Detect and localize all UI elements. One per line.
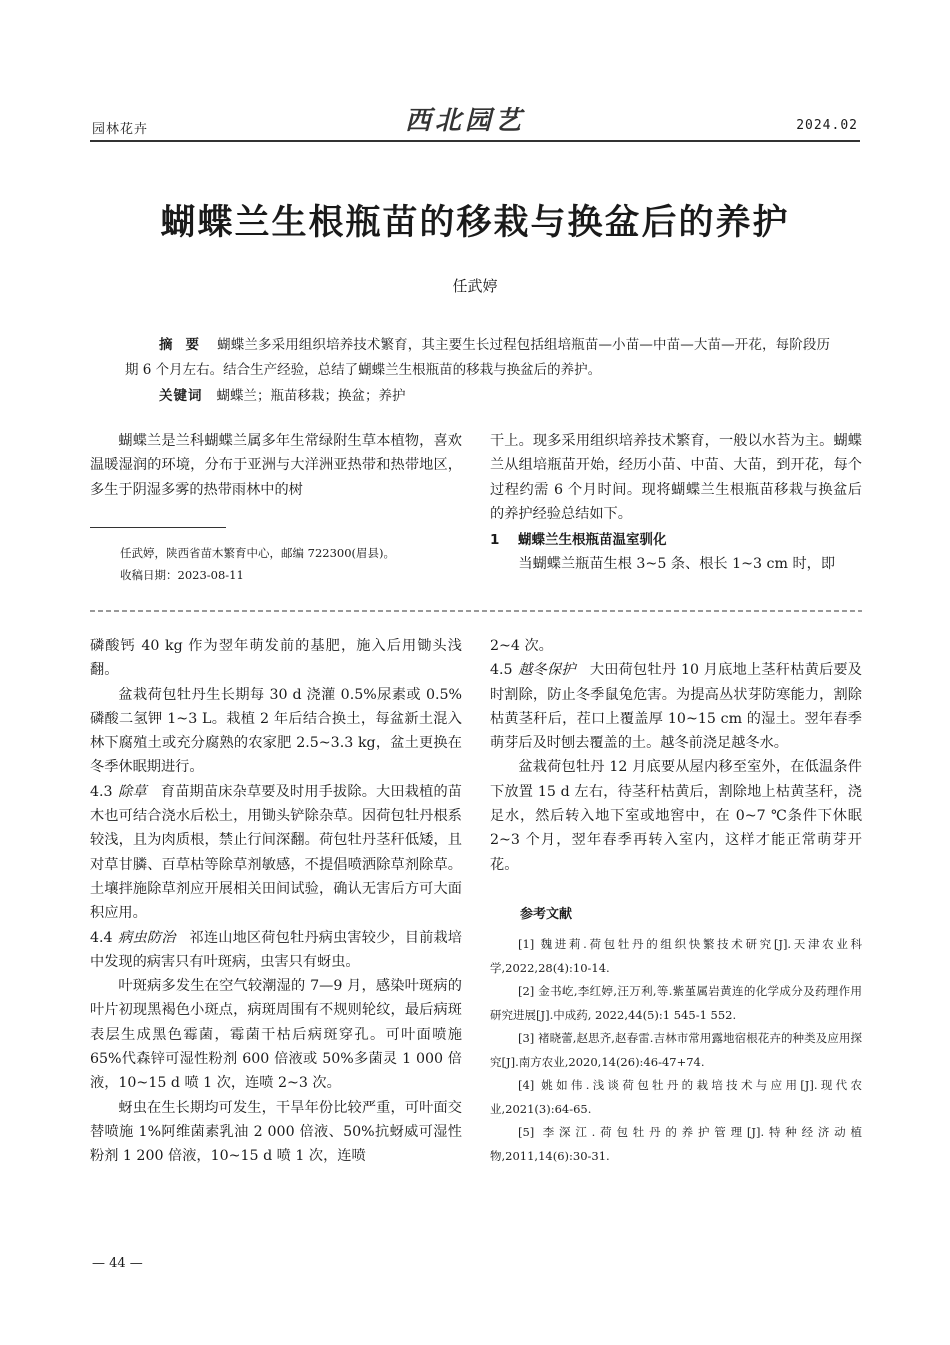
intro-paragraph-right: 干上。现多采用组织培养技术繁育，一般以水苔为主。蝴蝶兰从组培瓶苗开始，经历小苗、中苗、大苗，到开花，每个过程约需 6 个月时间。现将蝴蝶兰生根瓶苗移栽与换盆后的养护经验总结如下。	[490, 433, 862, 522]
reference-item: [4] 姚如伟.浅谈荷包牡丹的栽培技术与应用[J].现代农业,2021(3):64-65.	[490, 1078, 862, 1116]
abstract-label: 摘 要	[159, 337, 204, 353]
subsection-4-4-number: 4.4	[90, 929, 113, 946]
subsection-4-5-text: 大田荷包牡丹 10 月底地上茎秆枯黄后要及时割除，防止冬季鼠兔危害。为提高丛状芽防寒能力，割除枯黄茎秆后，茬口上覆盖厚 10~15 cm 的湿土。翌年春季萌芽后及时刨去覆盖的土。越冬前浇足越冬水。	[490, 662, 862, 752]
lower-left-p1: 磷酸钙 40 kg 作为翌年萌发前的基肥，施入后用锄头浅翻。	[90, 638, 462, 679]
subsection-4-3	[90, 780, 462, 926]
intro-paragraph-left: 蝴蝶兰是兰科蝴蝶兰属多年生常绿附生草本植物，喜欢温暖湿润的环境，分布于亚洲与大洋洲亚热带和热带地区，多生于阴湿多雾的热带雨林中的树	[90, 433, 462, 498]
reference-item: [5] 李深江.荷包牡丹的养护管理[J].特种经济动植物,2011,14(6):30-31.	[490, 1125, 862, 1163]
subsection-4-3-text: 育苗期苗床杂草要及时用手拔除。大田栽植的苗木也可结合浇水后松土，用锄头铲除杂草。因荷包牡丹根系较浅，且为肉质根，禁止行间深翻。荷包牡丹茎秆低矮，且对草甘膦、百草枯等除草剂敏感，不提倡喷洒除草剂除草。土壤拌施除草剂应开展相关田间试验，确认无害后方可大面积应用。	[90, 783, 462, 922]
lower-right-p1: 2~4 次。	[490, 638, 553, 654]
subsection-4-5-title: 越冬保护	[518, 662, 576, 679]
page-number: — 44 —	[92, 1256, 143, 1271]
subsection-4-4-text: 祁连山地区荷包牡丹病虫害较少，目前栽培中发现的病害只有叶斑病，虫害只有蚜虫。	[90, 929, 462, 970]
abstract	[125, 333, 830, 383]
lower-left-p5: 叶斑病多发生在空气较潮湿的 7—9 月，感染叶斑病的叶片初现黑褐色小斑点，病斑周围有不规则轮纹，最后病斑表层生成黑色霉菌，霉菌干枯后病斑穿孔。可叶面喷施 65%代森锌可湿性粉剂 600 倍液或 50%多菌灵 1 000 倍液，10~15 d 喷 1 次，连喷 2~3 次。	[90, 978, 462, 1092]
header-rule	[90, 140, 860, 142]
reference-item: [2] 金书屹,李红婷,汪万利,等.紫堇属岩黄连的化学成分及药理作用研究进展[J].中成药, 2022,44(5):1 545-1 552.	[490, 984, 862, 1022]
lower-left-p2: 盆栽荷包牡丹生长期每 30 d 浇灌 0.5%尿素或 0.5%磷酸二氢钾 1~3 L。栽植 2 年后结合换土，每盆新土混入林下腐殖土或充分腐熟的农家肥 2.5~3.3 kg，盆土更换在冬季休眠期进行。	[90, 686, 462, 776]
section-1-number: 1	[490, 532, 500, 549]
keywords-text: 蝴蝶兰；瓶苗移栽；换盆；养护	[216, 388, 406, 404]
intro-right-column	[490, 429, 862, 577]
section-1-text: 当蝴蝶兰瓶苗生根 3~5 条、根长 1~3 cm 时，即	[518, 556, 836, 573]
reference-item: [1] 魏进莉.荷包牡丹的组织快繁技术研究[J].天津农业科学,2022,28(4):10-14.	[490, 937, 862, 975]
article-title: 蝴蝶兰生根瓶苗的移栽与换盆后的养护	[160, 202, 790, 243]
subsection-4-3-title: 除草	[118, 783, 147, 800]
subsection-4-3-number: 4.3	[90, 783, 113, 800]
lower-left-p6: 蚜虫在生长期均可发生，干旱年份比较严重，可叶面交替喷施 1%阿维菌素乳油 2 000 倍液、50%抗蚜威可湿性粉剂 1 200 倍液，10~15 d 喷 1 次，连喷	[90, 1099, 462, 1165]
subsection-4-5	[490, 658, 862, 755]
section-1-title: 蝴蝶兰生根瓶苗温室驯化	[518, 532, 667, 549]
abstract-text: 蝴蝶兰多采用组织培养技术繁育，其主要生长过程包括组培瓶苗—小苗—中苗—大苗—开花，每阶段历期 6 个月左右。结合生产经验，总结了蝴蝶兰生根瓶苗的移栽与换盆后的养护。	[125, 337, 831, 378]
subsection-4-5-number: 4.5	[490, 662, 513, 679]
subsection-4-4	[90, 926, 462, 975]
reference-item: [3] 褚晓蕾,赵思齐,赵春雷.吉林市常用露地宿根花卉的种类及应用探究[J].南方农业,2020,14(26):46-47+74.	[490, 1031, 862, 1069]
footnote-rule	[90, 527, 226, 528]
references-list	[490, 933, 862, 1168]
lower-left-column	[90, 634, 462, 1169]
lower-right-column	[490, 634, 862, 1168]
header-issue: 2024.02	[796, 118, 858, 133]
footnote-received: 收稿日期：2023-08-11	[120, 568, 244, 582]
journal-logo: 西北园艺	[405, 106, 526, 136]
section-1-heading	[490, 528, 862, 552]
article-author: 任武婷	[452, 277, 498, 295]
keywords	[159, 384, 406, 404]
header-column-label: 园林花卉	[92, 122, 149, 137]
footnote-author-info: 任武婷，陕西省苗木繁育中心，邮编 722300(眉县)。	[120, 546, 396, 560]
lower-right-p3: 盆栽荷包牡丹 12 月底要从屋内移至室外，在低温条件下放置 15 d 左右，待茎秆枯黄后，割除地上枯黄茎秆，浇足水，然后转入地下室或地窖中，在 0~7 ℃条件下休眠 2~3 个月，翌年春季再转入室内，这样才能正常萌芽开花。	[490, 759, 862, 873]
keywords-label: 关键词	[159, 388, 203, 404]
footnote	[120, 542, 465, 586]
section-divider	[90, 607, 862, 615]
intro-left-column	[90, 429, 462, 502]
subsection-4-4-title: 病虫防治	[118, 929, 176, 946]
references-title: 参考文献	[520, 906, 573, 922]
